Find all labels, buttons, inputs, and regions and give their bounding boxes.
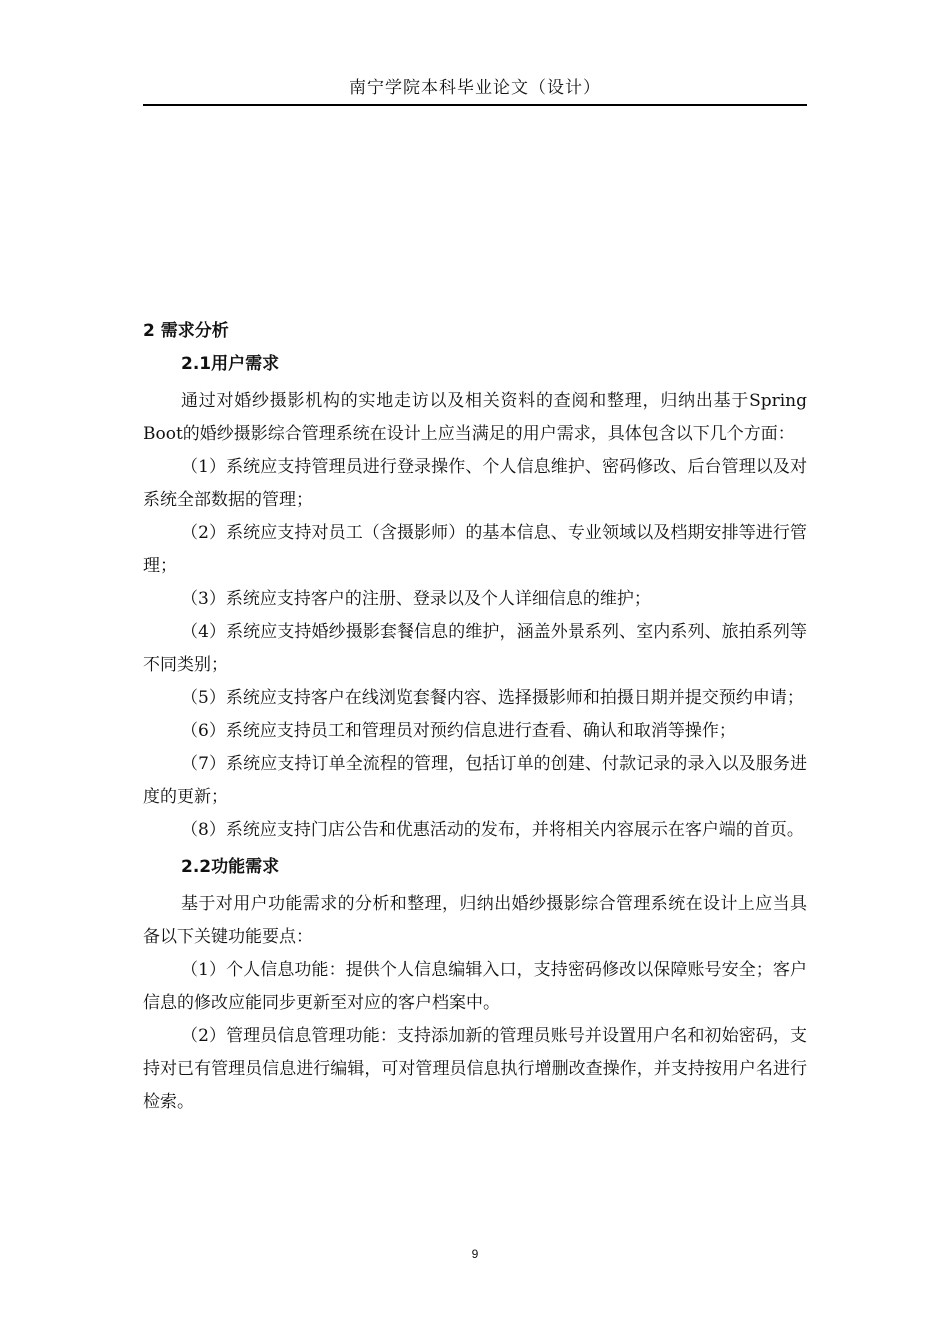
list-item: （1）个人信息功能：提供个人信息编辑入口，支持密码修改以保障账号安全；客户信息的修改应能同步更新至对应的客户档案中。 [143, 960, 807, 1013]
list-item: （7）系统应支持订单全流程的管理，包括订单的创建、付款记录的录入以及服务进度的更新； [143, 754, 807, 807]
section-title: 2 需求分析 [143, 321, 229, 341]
list-item: （3）系统应支持客户的注册、登录以及个人详细信息的维护； [181, 589, 651, 609]
list-item: （2）管理员信息管理功能：支持添加新的管理员账号并设置用户名和初始密码，支持对已有管理员信息进行编辑，可对管理员信息执行增删改查操作，并支持按用户名进行检索。 [143, 1026, 807, 1112]
list-item: （4）系统应支持婚纱摄影套餐信息的维护，涵盖外景系列、室内系列、旅拍系列等不同类别； [143, 622, 807, 675]
list-item: （6）系统应支持员工和管理员对预约信息进行查看、确认和取消等操作； [181, 721, 736, 741]
list-item: （2）系统应支持对员工（含摄影师）的基本信息、专业领域以及档期安排等进行管理； [143, 523, 807, 576]
page-header [143, 66, 807, 106]
document-body [143, 315, 807, 1119]
page-number: 9 [471, 1247, 479, 1261]
list-item: （1）系统应支持管理员进行登录操作、个人信息维护、密码修改、后台管理以及对系统全部数据的管理； [143, 457, 807, 510]
paragraph-intro: 通过对婚纱摄影机构的实地走访以及相关资料的查阅和整理，归纳出基于Spring Boot的婚纱摄影综合管理系统在设计上应当满足的用户需求，具体包含以下几个方面： [143, 391, 807, 444]
header-title: 南宁学院本科毕业论文（设计） [349, 78, 601, 98]
subsection-title-user-requirements: 2.1用户需求 [181, 354, 280, 374]
subsection-title-functional-requirements: 2.2功能需求 [181, 857, 280, 877]
list-item: （5）系统应支持客户在线浏览套餐内容、选择摄影师和拍摄日期并提交预约申请； [181, 688, 804, 708]
list-item: （8）系统应支持门店公告和优惠活动的发布，并将相关内容展示在客户端的首页。 [181, 820, 804, 840]
paragraph-intro: 基于对用户功能需求的分析和整理，归纳出婚纱摄影综合管理系统在设计上应当具备以下关键功能要点： [143, 894, 807, 947]
